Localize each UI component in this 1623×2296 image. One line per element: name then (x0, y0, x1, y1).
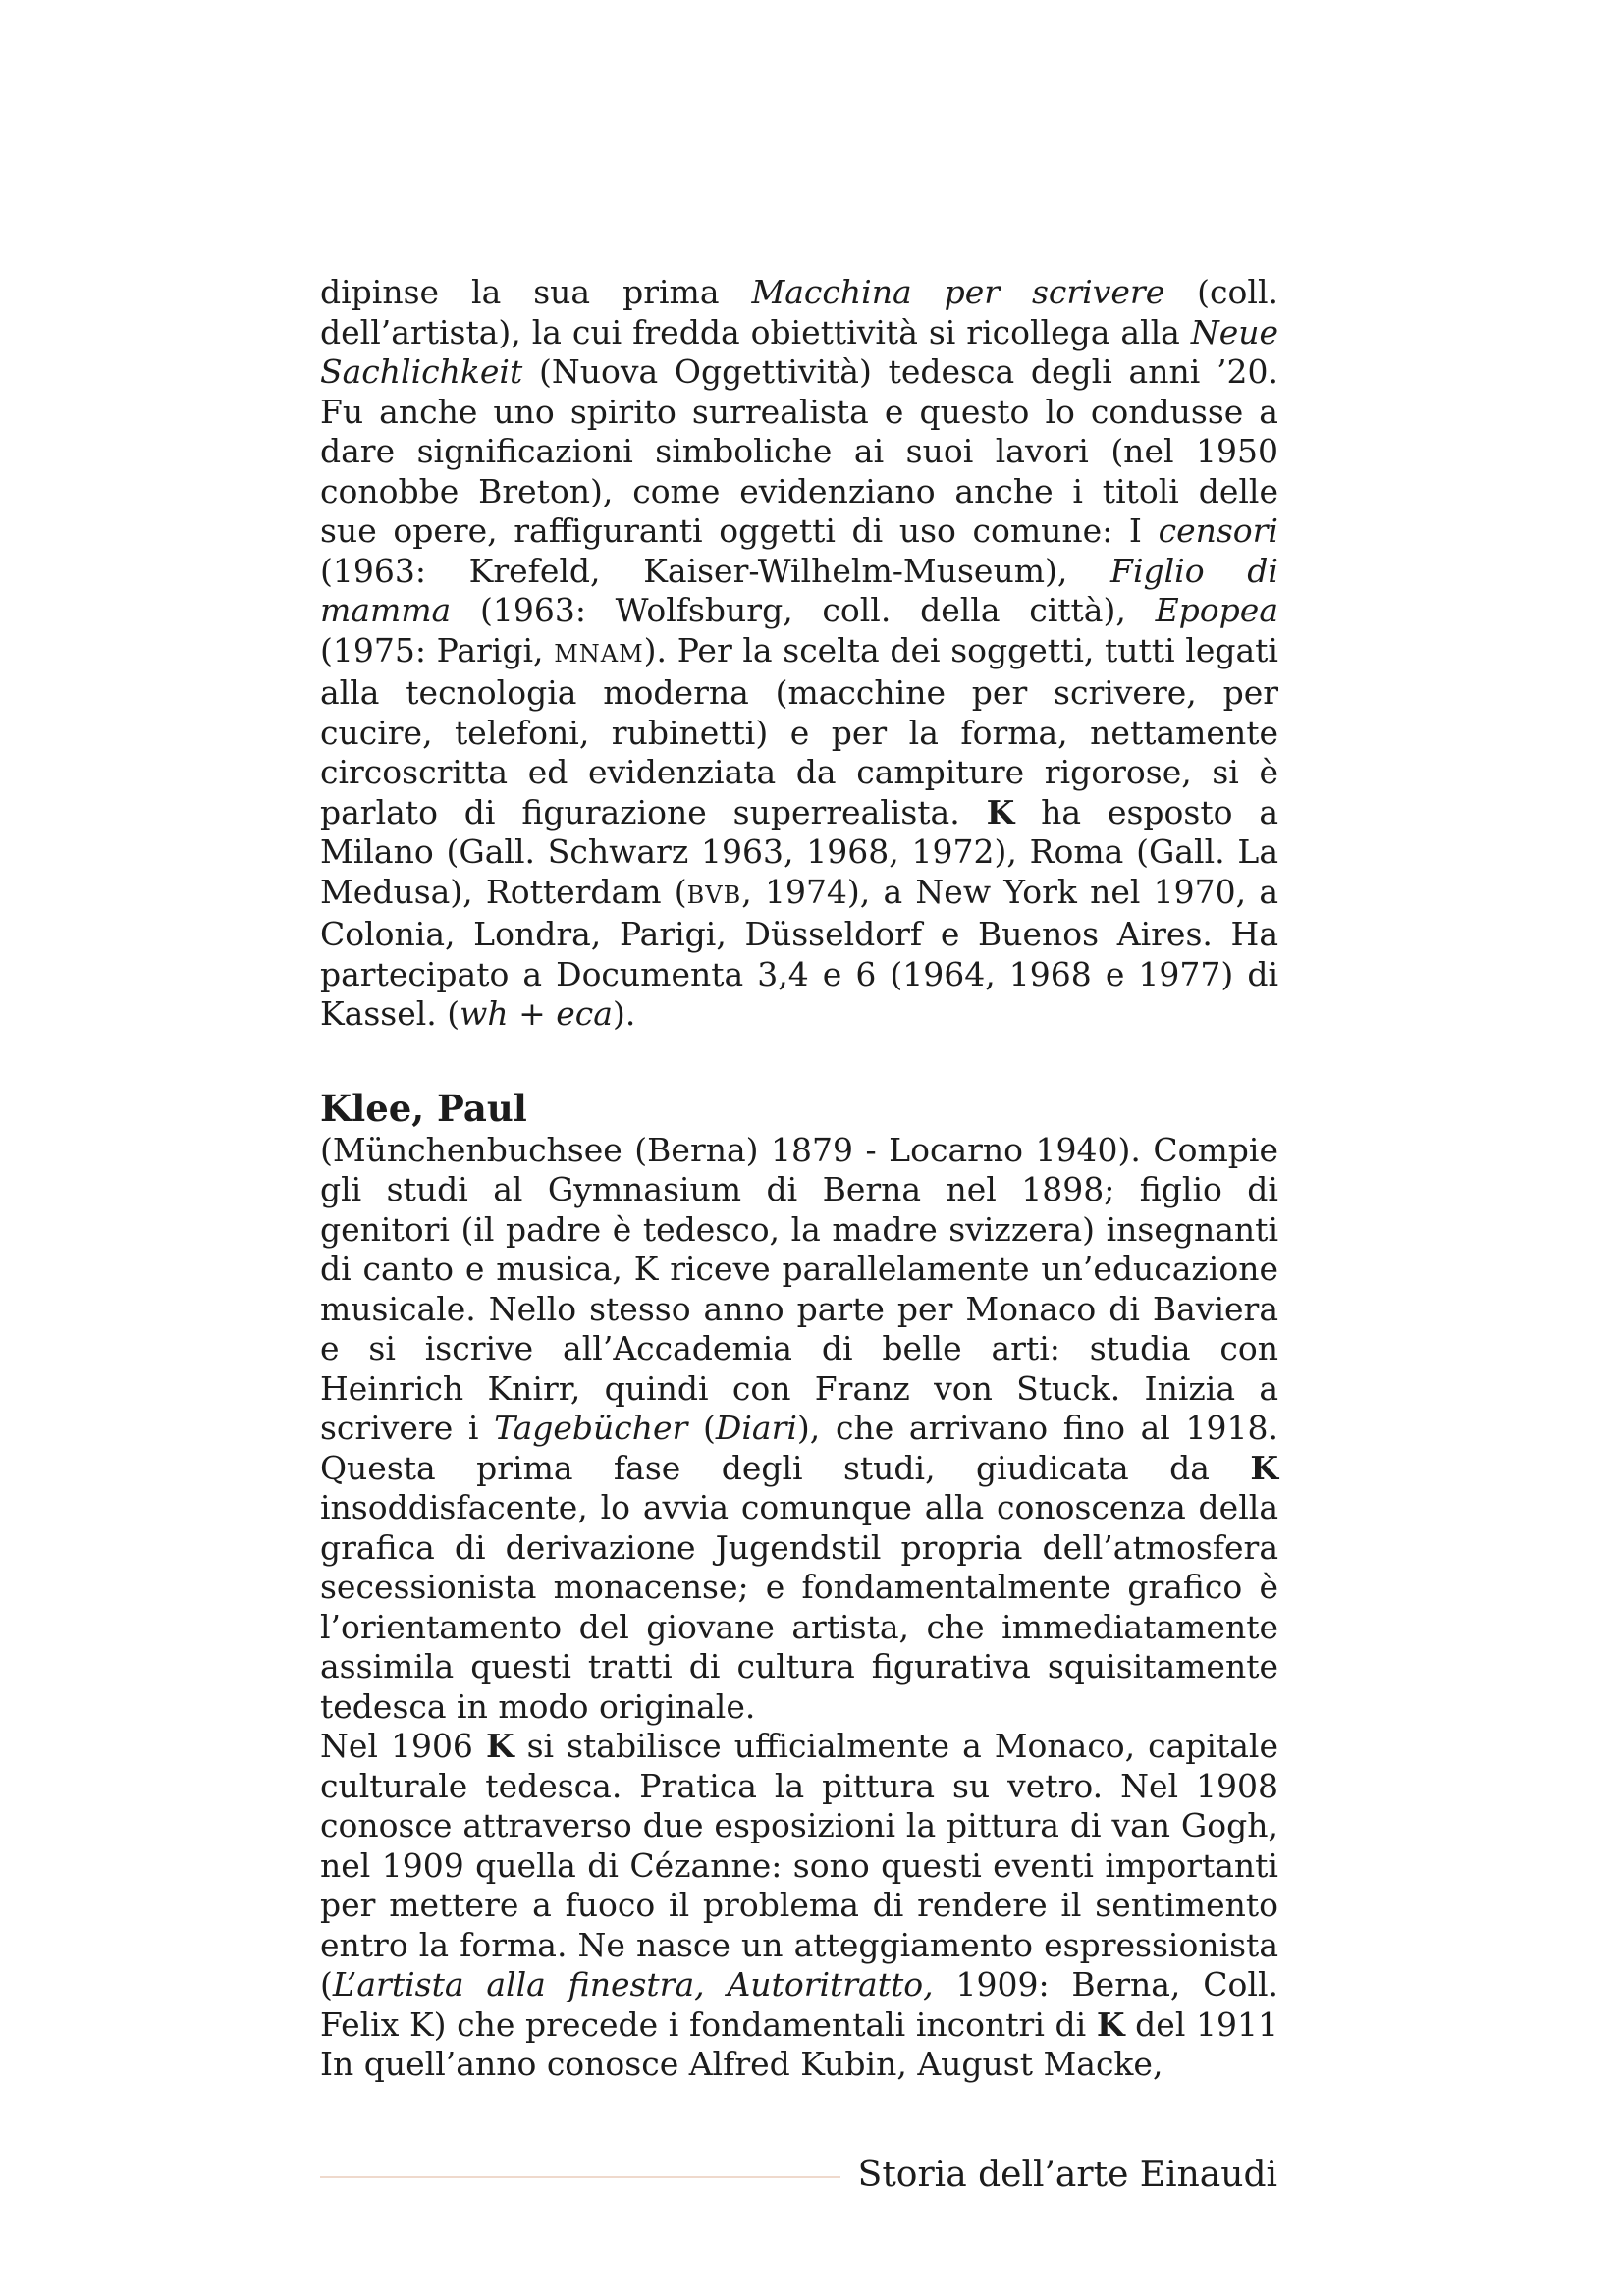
entry-heading: Klee, Paul (320, 1086, 527, 1130)
text-run: 1909: Berna, Coll. Felix K) che precede i fondamentali incontri di (320, 1965, 1278, 2044)
movement-name: Neue Sachlichkeit (320, 312, 1278, 391)
text-run: (Nuova Oggettività) tedesca degli anni ’20. Fu anche uno spirito surrealista e questo lo condusse a dare significazioni simboliche ai suoi lavori (nel 1950 conobbe Breton), come evidenziano anche i titoli delle sue opere, raffiguranti oggetti di uso comune: I (320, 352, 1278, 550)
text-run: dipinse la sua prima (320, 273, 752, 311)
text-run: ). (612, 994, 636, 1033)
footer-title: Storia dell’arte Einaudi (857, 2155, 1277, 2195)
artwork-title: censori (1158, 511, 1278, 550)
text-run: ha esposto a Milano (Gall. Schwarz 1963, 1968, 1972), Roma (Gall. La Medusa), Rotterdam ( (320, 792, 1279, 911)
text-run: si stabilisce ufficialmente a Monaco, capitale culturale tedesca. Pratica la pittura su vetro. Nel 1908 conosce attraverso due esposizioni la pittura di van Gogh, nel 1909 quella di Cézanne: sono questi eventi importanti per mettere a fuoco il problema di rendere il sentimento entro la forma. Ne nasce un atteggiamento espressionista ( (320, 1727, 1279, 2003)
footer-divider (320, 2176, 840, 2178)
artwork-title: Epopea (1155, 591, 1278, 629)
paragraph-previous-entry (320, 273, 1278, 1035)
text-run: (1963: Krefeld, Kaiser-Wilhelm-Museum), (320, 551, 1111, 590)
artwork-title: Figlio di mamma (320, 551, 1278, 629)
paragraph-klee-2 (320, 1727, 1278, 2085)
text-run: (Münchenbuchsee (Berna) 1879 - Locarno 1940). Compie gli studi al Gymnasium di Berna nel 1898; figlio di genitori (il padre è tedesco, la madre svizzera) insegnanti di canto e musica, K riceve parallelamente un’educazione musicale. Nello stesso anno parte per Monaco di Baviera e si iscrive all’Accademia di belle arti: studia con Heinrich Knirr, quindi con Franz von Stuck. Inizia a scrivere i (320, 1130, 1278, 1447)
work-title: Diari (715, 1409, 797, 1447)
text-run: (1975: Parigi, (320, 630, 555, 669)
artwork-title: Macchina per scrivere (751, 273, 1165, 311)
museum-abbreviation: MNAM (554, 639, 644, 667)
artwork-title: L’artista alla finestra, Autoritratto, (332, 1965, 934, 2003)
paragraph-klee-1 (320, 1131, 1278, 1728)
text-run: ). Per la scelta dei soggetti, tutti legati alla tecnologia moderna (macchine per scrivere, per cucire, telefoni, rubinetti) e per la forma, nettamente circoscritta ed evidenziata da campiture rigorose, si è parlato di figurazione superrealista. (320, 630, 1278, 831)
text-run: insoddisfacente, lo avvia comunque alla conoscenza della grafica di derivazione Jugendstil propria dell’atmosfera secessionista monacense; e fondamentalmente grafico è l’orientamento del giovane artista, che immediatamente assimila questi tratti di cultura figurativa squisitamente tedesca in modo originale. (320, 1488, 1278, 1726)
museum-abbreviation: BVB (686, 881, 742, 909)
text-run: (1963: Wolfsburg, coll. della città), (451, 591, 1156, 629)
work-title: Tagebücher (494, 1409, 688, 1447)
artist-initial: K (1096, 2004, 1125, 2044)
text-run: ( (687, 1409, 716, 1447)
text-column (320, 273, 1278, 2085)
artist-initial: K (485, 1727, 514, 1765)
text-run: (coll. dell’artista), la cui fredda obiettività si ricollega alla (320, 273, 1279, 351)
author-initials: wh + eca (460, 994, 613, 1033)
text-run: , 1974), a New York nel 1970, a Colonia, Londra, Parigi, Düsseldorf e Buenos Aires. Ha partecipato a Documenta 3,4 e 6 (1964, 1968 e 1977) di Kassel. ( (320, 872, 1278, 1033)
text-run: Nel 1906 (320, 1727, 486, 1765)
artist-initial: K (986, 792, 1015, 831)
text-run: ), che arrivano fino al 1918. Questa prima fase degli studi, giudicata da (320, 1409, 1278, 1487)
artist-initial: K (1250, 1448, 1278, 1487)
text-run: del 1911 In quell’anno conosce Alfred Kubin, August Macke, (320, 2004, 1279, 2083)
